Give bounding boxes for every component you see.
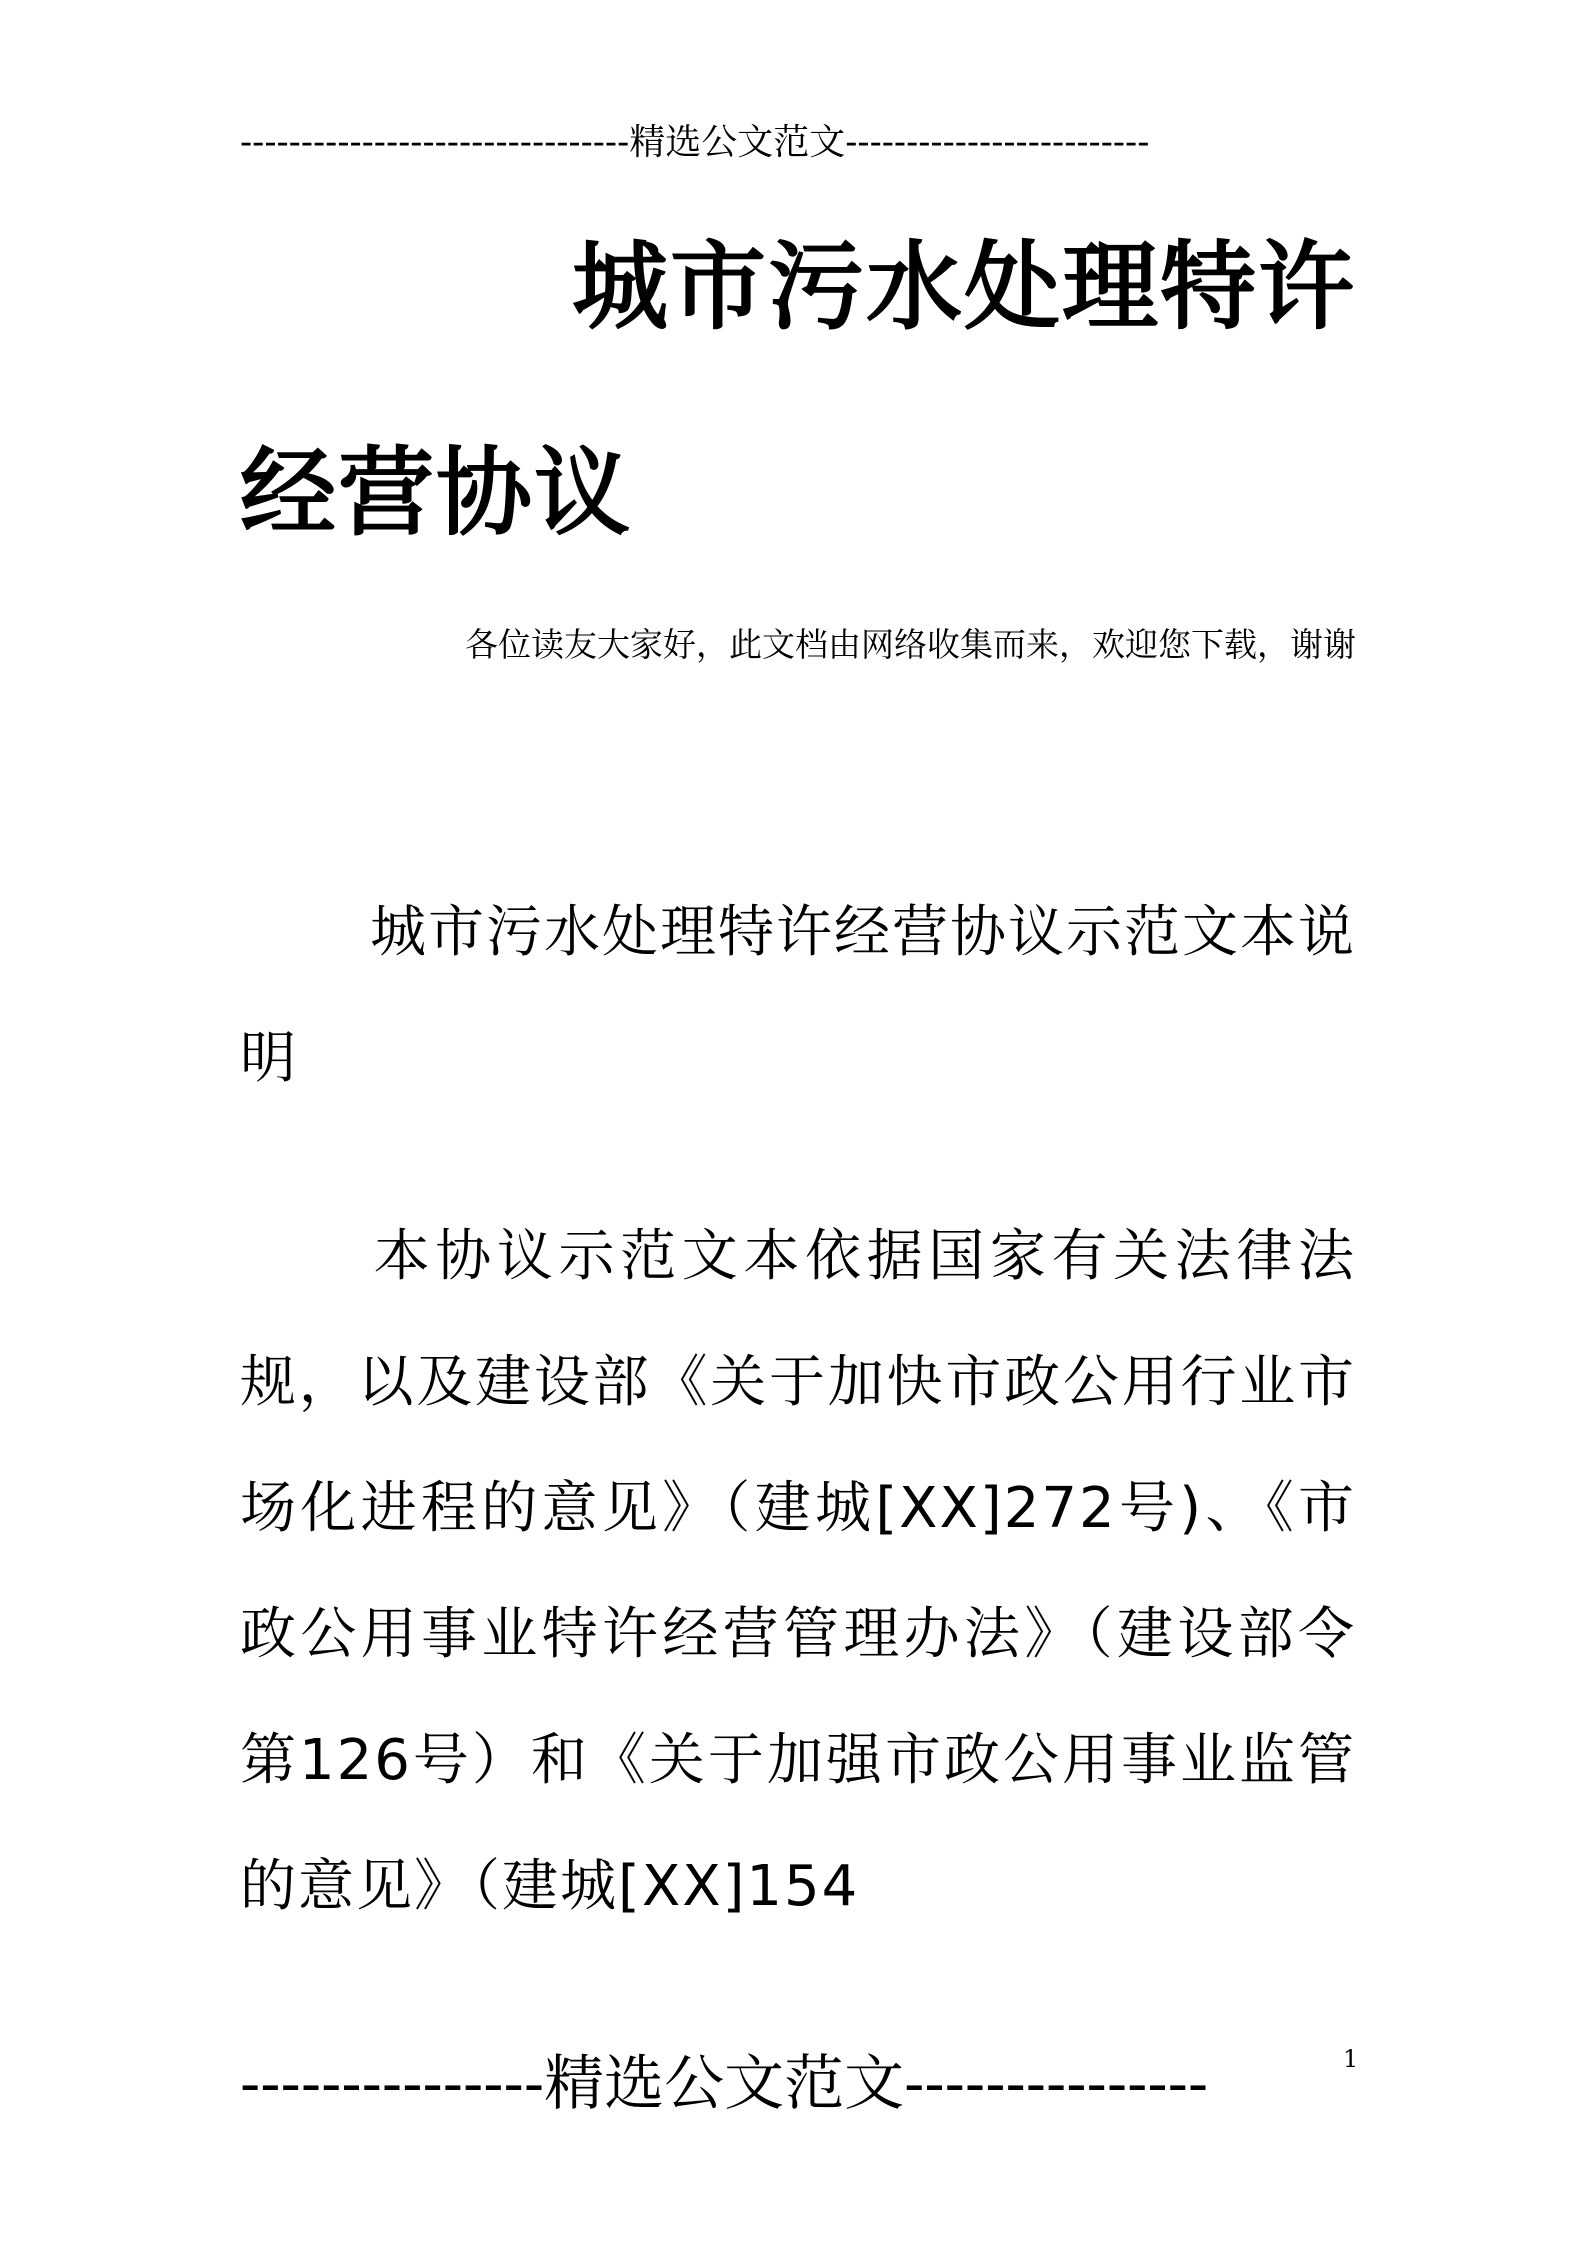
page-header: --------------------------------精选公文范文------------------------- xyxy=(240,122,1150,163)
page-footer: ---------------精选公文范文--------------- xyxy=(240,2049,1209,2119)
document-title-line-1: 城市污水处理特许 xyxy=(572,231,1356,343)
body-paragraph xyxy=(240,1194,1356,1950)
section-subheading xyxy=(240,870,1356,1122)
paragraph-text: 本协议示范文本依据国家有关法律法规，以及建设部《关于加快市政公用行业市场化进程的意见》（建城[XX]272号)、《市政公用事业特许经营管理办法》（建设部令第126号）和《关于加强市政公用事业监管的意见》（建城[XX]154 xyxy=(240,1224,1356,1919)
subheading-text: 城市污水处理特许经营协议示范文本说明 xyxy=(240,900,1356,1091)
document-title-line-2: 经营协议 xyxy=(240,437,632,549)
greeting-text: 各位读友大家好，此文档由网络收集而来，欢迎您下载，谢谢 xyxy=(465,625,1356,664)
page-number: 1 xyxy=(1343,2045,1359,2073)
